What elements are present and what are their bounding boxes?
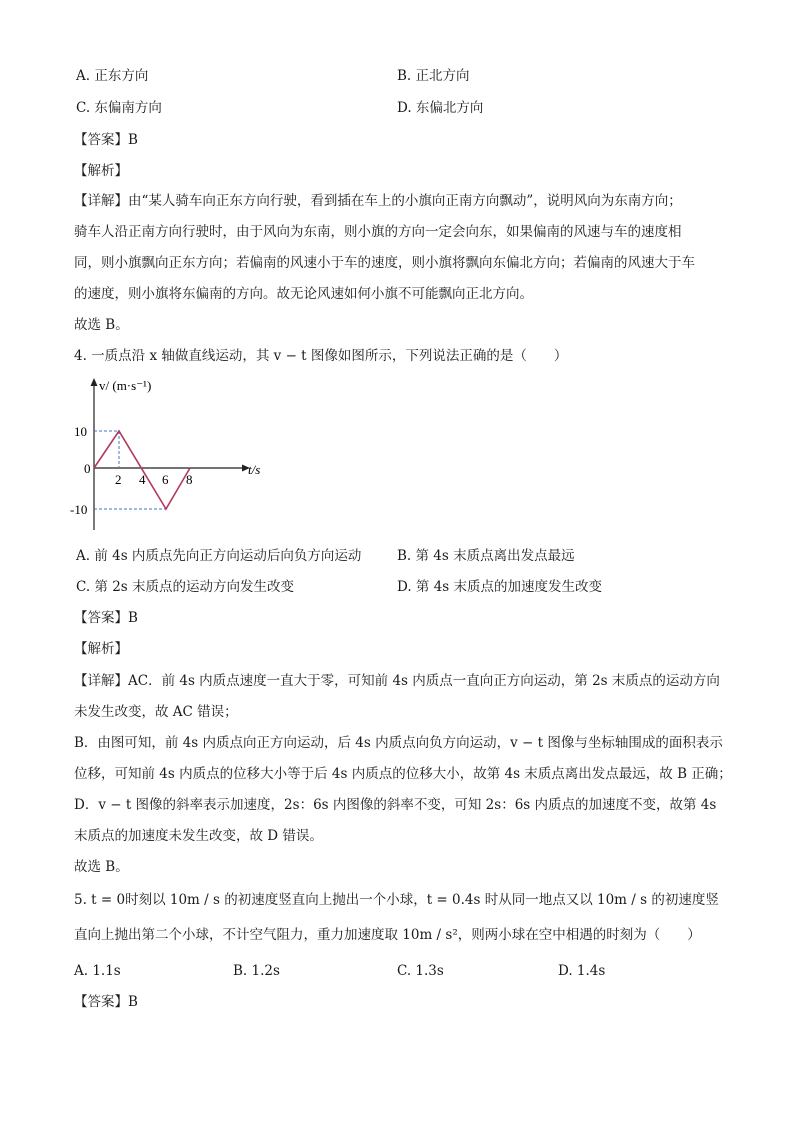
x-tick-label: 8 (186, 472, 193, 487)
q3-conclusion: 故选 B。 (74, 317, 129, 333)
q4-detail-line: D．v − t 图像的斜率表示加速度，2s：6s 内图像的斜率不变，可知 2s：6s 内质点的加速度不变，故第 4s (74, 797, 717, 813)
q4-option-c: C. 第 2s 末质点的运动方向发生改变 (76, 579, 295, 595)
q3-option-d: D. 东偏北方向 (397, 100, 484, 116)
origin-label: 0 (84, 461, 91, 476)
x-tick-label: 6 (162, 472, 169, 487)
q4-analysis-title: 【解析】 (74, 641, 128, 657)
q3-option-b: B. 正北方向 (397, 68, 470, 84)
q3-option-c: C. 东偏南方向 (76, 100, 162, 116)
q5-option-c: C. 1.3s (397, 963, 444, 979)
q4-option-a: A. 前 4s 内质点先向正方向运动后向负方向运动 (76, 548, 362, 564)
q5-option-b: B. 1.2s (233, 963, 280, 979)
q4-detail-line: 【详解】AC．前 4s 内质点速度一直大于零，可知前 4s 内质点一直向正方向运动，第 2s 末质点的运动方向 (74, 673, 720, 689)
y-axis-arrow (91, 378, 98, 386)
q5-option-a: A. 1.1s (74, 963, 121, 979)
q4-answer: 【答案】B (74, 610, 138, 626)
q3-detail-line: 同，则小旗飘向正东方向；若偏南的风速小于车的速度，则小旗将飘向东偏北方向；若偏南的风速大于车 (74, 255, 695, 271)
x-tick-label: 2 (115, 472, 122, 487)
y-tick-label: 10 (74, 424, 87, 439)
q4-conclusion: 故选 B。 (74, 859, 129, 875)
q4-stem: 4. 一质点沿 x 轴做直线运动，其 v − t 图像如图所示，下列说法正确的是（ ） (74, 348, 568, 364)
q3-detail-line: 的速度，则小旗将东偏南的方向。故无论风速如何小旗不可能飘向正北方向。 (74, 286, 533, 302)
q4-detail-line: 未发生改变，故 AC 错误； (74, 704, 238, 720)
q3-answer: 【答案】B (74, 132, 138, 148)
vt-line (94, 431, 190, 509)
q5-option-d: D. 1.4s (558, 963, 606, 979)
q5-stem-line: 直向上抛出第二个小球，不计空气阻力，重力加速度取 10m / s²，则两小球在空中相遇的时刻为（ ） (74, 927, 701, 943)
q3-detail-line: 骑车人沿正南方向行驶时，由于风向为东南，则小旗的方向一定会向东，如果偏南的风速与车的速度相 (74, 224, 682, 240)
q4-option-b: B. 第 4s 末质点离出发点最远 (397, 548, 575, 564)
velocity-time-graph (70, 372, 280, 532)
q3-detail-line: 【详解】由“某人骑车向正东方向行驶，看到插在车上的小旗向正南方向飘动”，说明风向为东南方向； (74, 193, 682, 209)
y-tick-label: -10 (70, 502, 88, 517)
y-axis-label: v/ (m·s⁻¹) (99, 378, 152, 393)
q3-analysis-title: 【解析】 (74, 163, 128, 179)
q4-option-d: D. 第 4s 末质点的加速度发生改变 (397, 579, 603, 595)
q3-option-a: A. 正东方向 (76, 68, 149, 84)
q5-stem-line: 5. t = 0时刻以 10m / s 的初速度竖直向上抛出一个小球，t = 0.4s 时从同一地点又以 10m / s 的初速度竖 (74, 892, 719, 908)
q5-answer: 【答案】B (74, 994, 138, 1010)
q4-detail-line: 末质点的加速度未发生改变，故 D 错误。 (74, 828, 323, 844)
q4-detail-line: B．由图可知，前 4s 内质点向正方向运动，后 4s 内质点向负方向运动，v − t 图像与坐标轴围成的面积表示 (74, 735, 723, 751)
q4-detail-line: 位移，可知前 4s 内质点的位移大小等于后 4s 内质点的位移大小，故第 4s 末质点离出发点最远，故 B 正确； (74, 766, 732, 782)
x-axis-label: t/s (248, 462, 261, 477)
x-tick-label: 4 (139, 472, 146, 487)
